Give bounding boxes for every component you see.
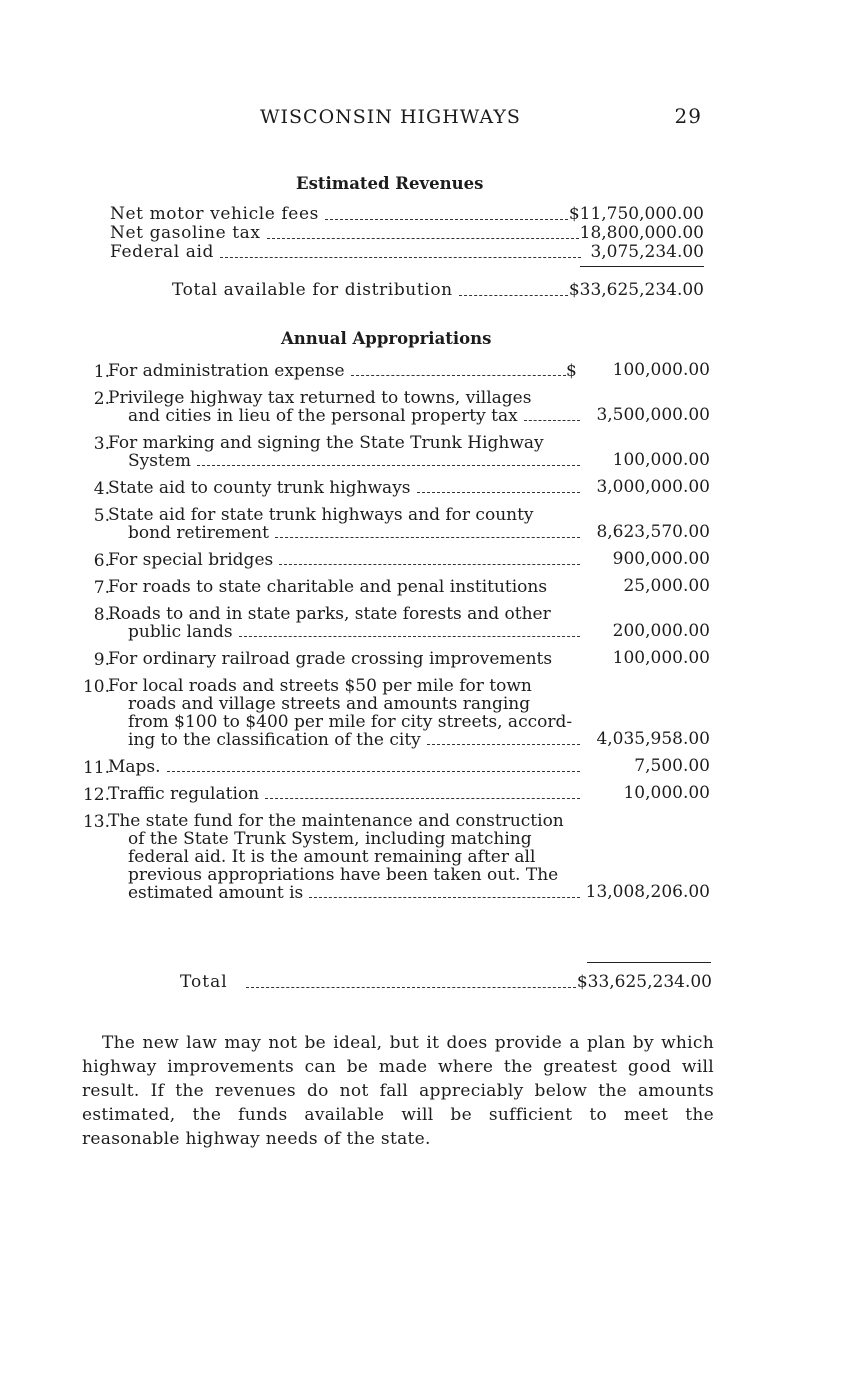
item-amount: 25,000.00 [623, 576, 710, 596]
item-text: roads and village streets and amounts ranging [128, 694, 531, 714]
item-text: State aid for state trunk highways and for county [108, 505, 534, 525]
revenues-total-amount: $33,625,234.00 [568, 280, 704, 300]
item-text: of the State Trunk System, including matching [128, 829, 532, 849]
item-text: federal aid. It is the amount remaining after all [128, 847, 536, 867]
leader-dots [267, 237, 579, 239]
leader-dots [197, 464, 580, 466]
item-number: 1. [93, 362, 110, 382]
appropriation-item [78, 677, 710, 749]
appropriations-sum-rule [587, 962, 711, 963]
item-amount: 200,000.00 [612, 621, 710, 641]
item-number: 8. [93, 605, 110, 625]
item-number: 13. [82, 812, 110, 832]
item-text-line [108, 362, 586, 380]
item-number: 9. [93, 650, 110, 670]
item-text: previous appropriations have been taken out. The [128, 865, 559, 885]
leader-dots [220, 256, 581, 258]
revenue-item [110, 243, 704, 262]
leader-dots [417, 491, 580, 493]
item-text-line [108, 677, 586, 695]
revenues-total-row [172, 278, 704, 300]
item-amount: 100,000.00 [612, 360, 710, 380]
appropriation-item [78, 785, 710, 803]
leader-dots [524, 419, 580, 421]
revenue-item-label: Net gasoline tax [110, 223, 261, 243]
item-text-line [108, 884, 586, 902]
item-amount: 4,035,958.00 [596, 729, 710, 749]
item-text: For administration expense [108, 361, 345, 381]
appropriations-total-row [180, 970, 712, 992]
item-text: State aid to county trunk highways [108, 478, 411, 498]
item-text-line [108, 389, 586, 407]
item-number: 11. [82, 758, 110, 778]
item-amount: 7,500.00 [634, 756, 710, 776]
revenues-list [110, 205, 704, 262]
item-text-line [108, 551, 586, 569]
item-text: For roads to state charitable and penal institutions [108, 577, 548, 597]
revenue-item [110, 224, 704, 243]
item-amount: 900,000.00 [612, 549, 710, 569]
leader-dots [246, 986, 576, 988]
item-amount: 13,008,206.00 [585, 882, 710, 902]
item-text: For marking and signing the State Trunk Highway [108, 433, 544, 453]
leader-dots [239, 635, 580, 637]
appropriation-item [78, 578, 710, 596]
item-text: System [128, 451, 191, 471]
appropriation-item [78, 434, 710, 470]
item-text-line [108, 623, 586, 641]
item-amount: 10,000.00 [623, 783, 710, 803]
item-text: The state fund for the maintenance and construction [108, 811, 564, 831]
revenues-heading: Estimated Revenues [296, 174, 484, 193]
item-text-line [108, 506, 586, 524]
leader-dots [459, 294, 568, 296]
item-text: and cities in lieu of the personal property tax [128, 406, 518, 426]
item-text-line [108, 605, 586, 623]
revenues-total-label: Total available for distribution [172, 280, 453, 300]
revenue-item-amount: 3,075,234.00 [590, 242, 704, 262]
revenue-item-label: Federal aid [110, 242, 215, 262]
appropriation-item [78, 812, 710, 902]
item-amount: 100,000.00 [612, 450, 710, 470]
item-text-line [108, 713, 586, 731]
appropriation-item [78, 551, 710, 569]
appropriation-item [78, 650, 710, 668]
item-number: 7. [93, 578, 110, 598]
leader-dots [309, 896, 580, 898]
item-text-line [108, 695, 586, 713]
item-number: 6. [93, 551, 110, 571]
item-amount: 3,500,000.00 [596, 405, 710, 425]
revenue-item-amount: 18,800,000.00 [579, 223, 704, 243]
leader-dots [427, 743, 580, 745]
revenues-sum-rule [580, 266, 704, 267]
revenue-item [110, 205, 704, 224]
item-text: from $100 to $400 per mile for city streets, accord- [128, 712, 573, 732]
appropriation-item [78, 362, 710, 380]
item-text-line [108, 434, 586, 452]
appropriation-item [78, 506, 710, 542]
appropriation-item [78, 605, 710, 641]
item-number: 2. [93, 389, 110, 409]
item-text-line [108, 407, 586, 425]
running-title: WISCONSIN HIGHWAYS [260, 106, 521, 128]
item-text-line [108, 866, 586, 884]
item-number: 12. [82, 785, 110, 805]
item-text-line [108, 731, 586, 749]
revenue-item-amount: $11,750,000.00 [568, 204, 704, 224]
item-text-line [108, 650, 586, 668]
appropriations-total-amount: $33,625,234.00 [576, 972, 712, 992]
item-text-line [108, 758, 586, 776]
item-text: For special bridges [108, 550, 274, 570]
leader-dots [279, 563, 580, 565]
leader-dots [265, 797, 580, 799]
item-amount: 8,623,570.00 [596, 522, 710, 542]
item-number: 4. [93, 479, 110, 499]
item-text-line [108, 830, 586, 848]
item-text: For local roads and streets $50 per mile for town [108, 676, 532, 696]
item-text-line [108, 848, 586, 866]
item-amount: 3,000,000.00 [596, 477, 710, 497]
item-text: Roads to and in state parks, state forests and other [108, 604, 551, 624]
leader-dots [325, 218, 568, 220]
appropriations-list [78, 362, 710, 911]
item-number: 3. [93, 434, 110, 454]
item-text-line [108, 479, 586, 497]
item-text: public lands [128, 622, 233, 642]
item-text-line [108, 524, 586, 542]
item-text: Traffic regulation [108, 784, 260, 804]
revenue-item-label: Net motor vehicle fees [110, 204, 319, 224]
item-text: bond retirement [128, 523, 269, 543]
dollar-sign: $ [566, 361, 577, 381]
item-text: For ordinary railroad grade crossing improvements [108, 649, 553, 669]
appropriations-total-label: Total [180, 972, 228, 992]
item-text-line [108, 785, 586, 803]
item-text: estimated amount is [128, 883, 304, 903]
appropriation-item [78, 758, 710, 776]
item-text: Maps. [108, 757, 161, 777]
item-number: 10. [82, 677, 110, 697]
leader-dots [275, 536, 580, 538]
item-text: ing to the classification of the city [128, 730, 421, 750]
item-number: 5. [93, 506, 110, 526]
item-text-line [108, 452, 586, 470]
appropriation-item [78, 479, 710, 497]
leader-dots [167, 770, 580, 772]
page-number: 29 [674, 104, 702, 128]
appropriation-item [78, 389, 710, 425]
closing-paragraph: The new law may not be ideal, but it does provide a plan by which highway improvements can be made where the greatest good will result. If the revenues do not fall appreciably below the amounts estimated, the funds available will be sufficient to meet the reasonable highway needs of the state. [82, 1033, 714, 1149]
item-text-line [108, 578, 586, 596]
appropriations-heading: Annual Appropriations [281, 329, 492, 348]
leader-dots [351, 374, 566, 376]
item-amount: 100,000.00 [612, 648, 710, 668]
item-text: Privilege highway tax returned to towns, villages [108, 388, 532, 408]
item-text-line [108, 812, 586, 830]
